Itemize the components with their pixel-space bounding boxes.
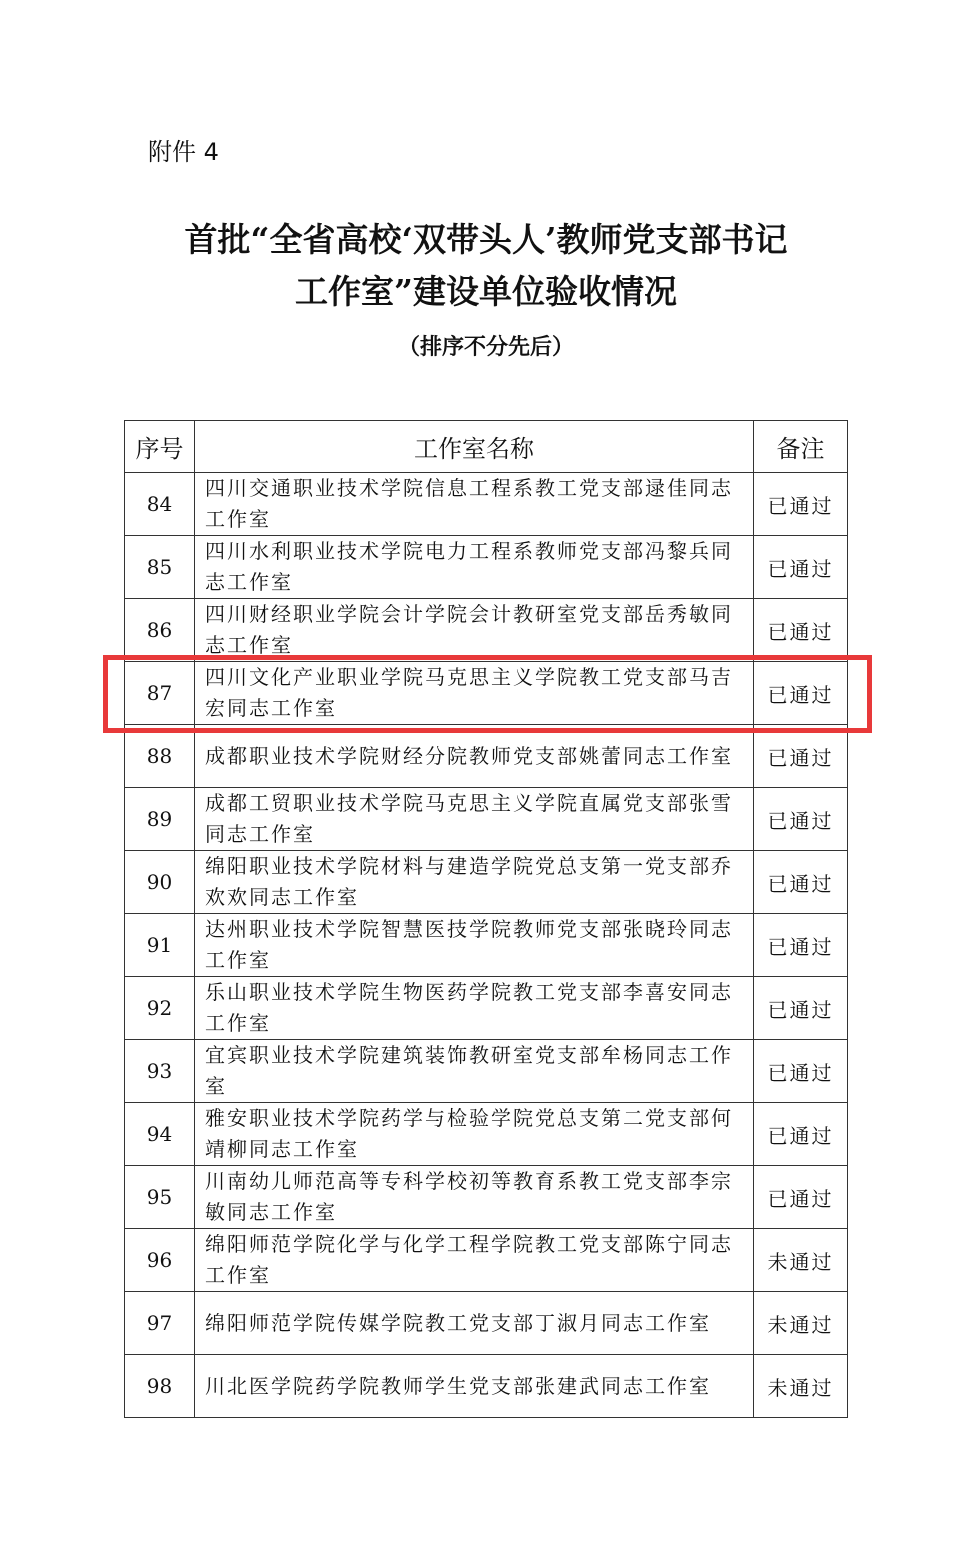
row-number: 96: [125, 1229, 195, 1292]
table-row: [125, 599, 848, 662]
row-status: 已通过: [754, 851, 848, 914]
row-status: 未通过: [754, 1355, 848, 1418]
document-subtitle: （排序不分先后）: [397, 335, 574, 360]
table-row: [125, 473, 848, 536]
attachment-label: 附件 4: [148, 138, 219, 166]
table-row: [125, 1229, 848, 1292]
row-status: 已通过: [754, 1103, 848, 1166]
table-header-row: [125, 421, 848, 473]
row-number: 87: [125, 662, 195, 725]
row-studio-name: 成都职业技术学院财经分院教师党支部姚蕾同志工作室: [195, 725, 754, 788]
table-row: [125, 1355, 848, 1418]
header-number: 序号: [125, 421, 195, 473]
row-studio-name: 四川交通职业技术学院信息工程系教工党支部逯佳同志工作室: [195, 473, 754, 536]
document-title: [0, 214, 972, 318]
row-status: 已通过: [754, 662, 848, 725]
row-status: 已通过: [754, 536, 848, 599]
row-number: 90: [125, 851, 195, 914]
row-number: 92: [125, 977, 195, 1040]
table-row: [125, 977, 848, 1040]
title-line-1: 首批“全省高校‘双带头人’教师党支部书记: [184, 220, 788, 259]
row-status: 未通过: [754, 1292, 848, 1355]
row-status: 已通过: [754, 725, 848, 788]
table-row: [125, 1103, 848, 1166]
table-row: [125, 851, 848, 914]
row-status: 已通过: [754, 599, 848, 662]
row-number: 88: [125, 725, 195, 788]
row-number: 93: [125, 1040, 195, 1103]
header-remark: 备注: [754, 421, 848, 473]
row-studio-name: 绵阳师范学院传媒学院教工党支部丁淑月同志工作室: [195, 1292, 754, 1355]
table-row: [125, 1040, 848, 1103]
row-status: 已通过: [754, 1166, 848, 1229]
row-number: 94: [125, 1103, 195, 1166]
row-studio-name: 四川水利职业技术学院电力工程系教师党支部冯黎兵同志工作室: [195, 536, 754, 599]
table-row: [125, 536, 848, 599]
row-studio-name: 四川财经职业学院会计学院会计教研室党支部岳秀敏同志工作室: [195, 599, 754, 662]
row-studio-name: 达州职业技术学院智慧医技学院教师党支部张晓玲同志工作室: [195, 914, 754, 977]
row-status: 已通过: [754, 473, 848, 536]
row-number: 97: [125, 1292, 195, 1355]
row-number: 89: [125, 788, 195, 851]
highlight-box: [103, 655, 872, 733]
row-studio-name: 乐山职业技术学院生物医药学院教工党支部李喜安同志工作室: [195, 977, 754, 1040]
row-studio-name: 宜宾职业技术学院建筑装饰教研室党支部牟杨同志工作室: [195, 1040, 754, 1103]
row-studio-name: 川北医学院药学院教师学生党支部张建武同志工作室: [195, 1355, 754, 1418]
row-number: 98: [125, 1355, 195, 1418]
row-studio-name: 成都工贸职业技术学院马克思主义学院直属党支部张雪同志工作室: [195, 788, 754, 851]
title-line-2: 工作室”建设单位验收情况: [295, 272, 677, 311]
row-number: 84: [125, 473, 195, 536]
row-number: 86: [125, 599, 195, 662]
row-status: 已通过: [754, 788, 848, 851]
row-studio-name: 绵阳师范学院化学与化学工程学院教工党支部陈宁同志工作室: [195, 1229, 754, 1292]
table-body: [125, 473, 848, 1418]
acceptance-table: [124, 420, 848, 1418]
row-status: 已通过: [754, 977, 848, 1040]
row-studio-name: 雅安职业技术学院药学与检验学院党总支第二党支部何靖柳同志工作室: [195, 1103, 754, 1166]
row-studio-name: 四川文化产业职业学院马克思主义学院教工党支部马吉宏同志工作室: [195, 662, 754, 725]
table-row: [125, 788, 848, 851]
header-studio-name: 工作室名称: [195, 421, 754, 473]
row-number: 91: [125, 914, 195, 977]
row-studio-name: 绵阳职业技术学院材料与建造学院党总支第一党支部乔欢欢同志工作室: [195, 851, 754, 914]
table-row: [125, 725, 848, 788]
row-status: 已通过: [754, 1040, 848, 1103]
table-row: [125, 1166, 848, 1229]
row-number: 85: [125, 536, 195, 599]
table-row: [125, 914, 848, 977]
row-status: 已通过: [754, 914, 848, 977]
row-studio-name: 川南幼儿师范高等专科学校初等教育系教工党支部李宗敏同志工作室: [195, 1166, 754, 1229]
row-status: 未通过: [754, 1229, 848, 1292]
row-number: 95: [125, 1166, 195, 1229]
table-row: [125, 1292, 848, 1355]
